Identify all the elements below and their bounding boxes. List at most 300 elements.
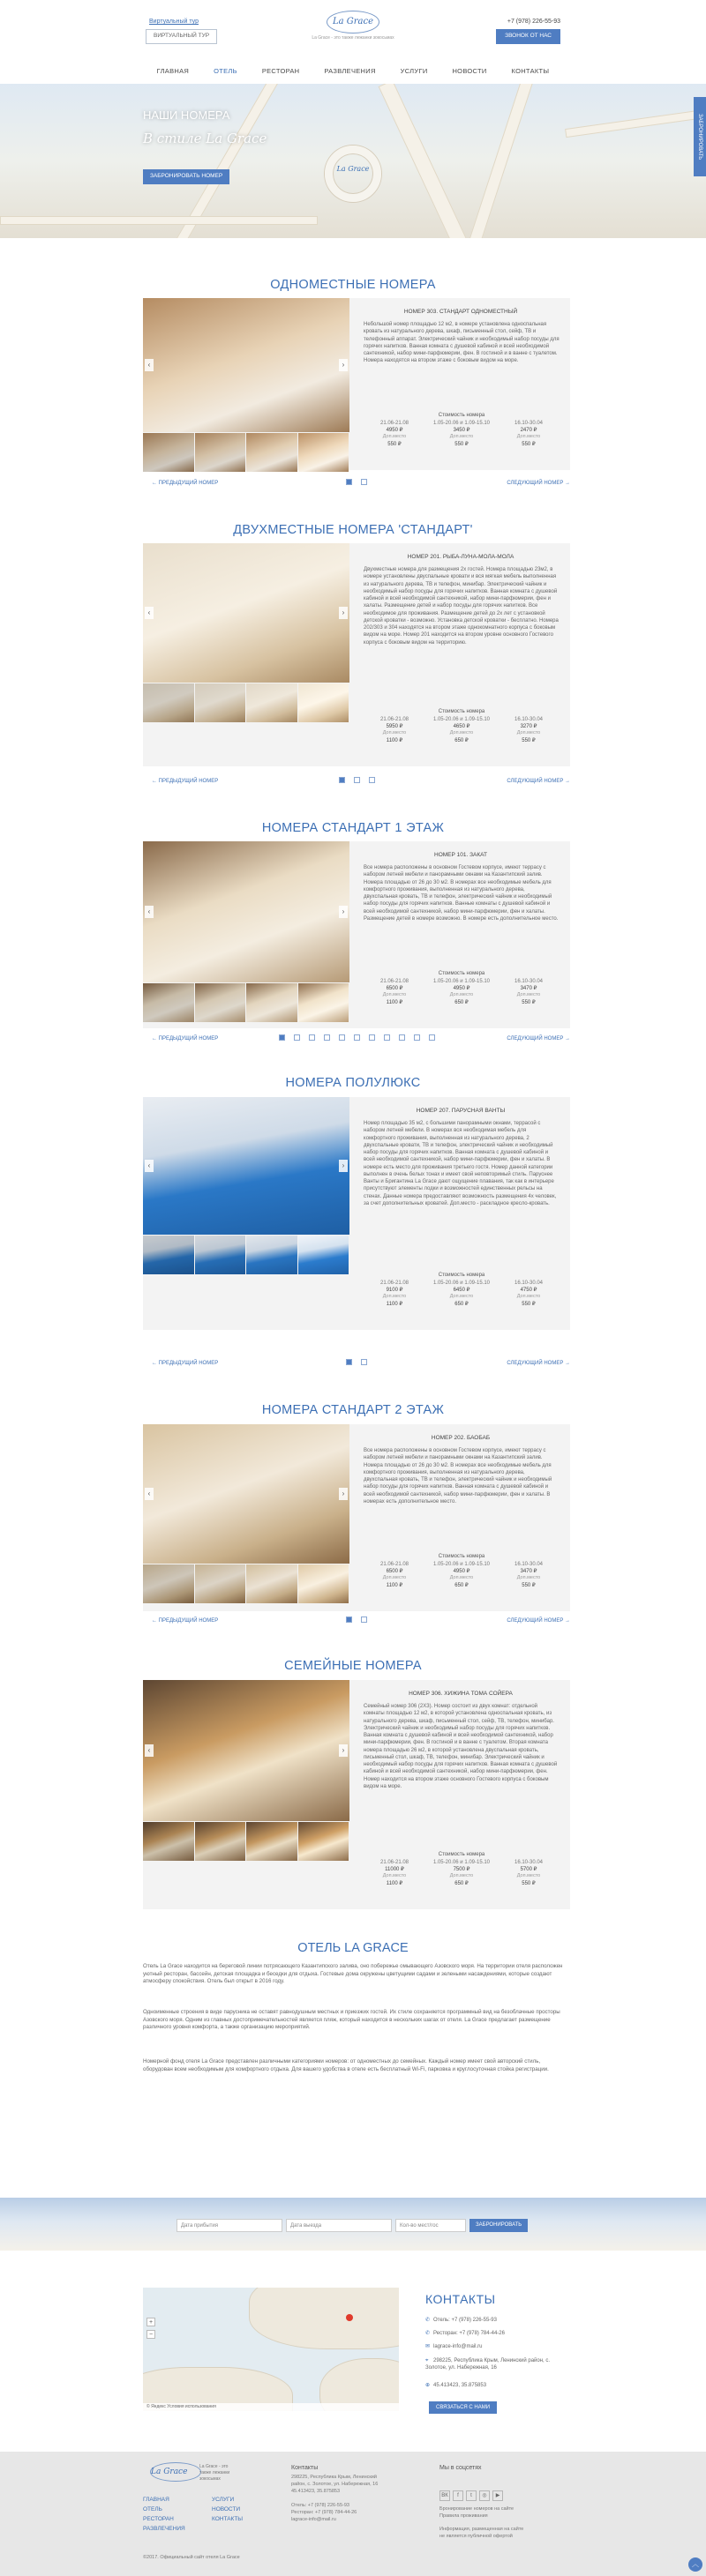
virtual-tour-button[interactable]: ВИРТУАЛЬНЫЙ ТУР <box>146 29 217 44</box>
room-thumbnail[interactable] <box>143 433 194 472</box>
room-thumbnail[interactable] <box>143 1822 194 1861</box>
room-thumbnails <box>143 1822 349 1861</box>
hero-decor-beam <box>0 216 318 225</box>
season-price: 4950 ₽ <box>453 986 470 992</box>
footer-contact-line <box>291 2496 415 2503</box>
pager-dot[interactable] <box>429 1034 435 1041</box>
photo-next-arrow-icon[interactable]: › <box>339 906 348 918</box>
season-price: 2470 ₽ <box>520 428 537 434</box>
price-column <box>364 1859 425 1887</box>
season-dates: 1.05-20.06 и 1.09-15.10 <box>432 1281 491 1286</box>
season-dates: 1.05-20.06 и 1.09-15.10 <box>432 717 491 722</box>
room-thumbnail[interactable] <box>195 1822 246 1861</box>
hero-decor-beam <box>565 109 706 138</box>
contacts-title: КОНТАКТЫ <box>425 2292 496 2306</box>
photo-next-arrow-icon[interactable]: › <box>339 1160 348 1172</box>
price-column <box>431 1859 492 1887</box>
price-column <box>498 420 560 448</box>
season-dates: 21.06-21.08 <box>379 1281 409 1286</box>
room-pager <box>143 1034 570 1044</box>
location-icon: ⌖ <box>425 2358 429 2363</box>
price-heading: Стоимость номера <box>438 1554 485 1559</box>
room-card <box>143 298 570 470</box>
room-thumbnail[interactable] <box>298 1564 349 1603</box>
hero-decor-beam <box>379 84 468 238</box>
nav-item-restaurant[interactable]: РЕСТОРАН <box>261 67 300 75</box>
room-thumbnails <box>143 1564 349 1603</box>
room-thumbnail[interactable] <box>195 983 246 1022</box>
footer-social-head: Мы в соцсетях <box>439 2465 482 2471</box>
footer-contacts-head: Контакты <box>291 2465 319 2471</box>
room-description: Двухместные номера для размещения 2х гостей. Номера площадью 23м2, в номере установлены двуспальные кровати и вся мягкая мебель выполненная из натурального дерева, ТВ и телефон, минибар. Электрический чайник и необходимый набор посуды для горячих напитков. Ванная комната с душевой кабиной и всей необходимой сантехникой, набор мини-парфюмерии, фен и халаты. Размещение детей и набор посуды для горячих напитков. Все необходимое для проживания. Размещение детей до 2х лет с установкой детской кроватки - возможно. Установка детской кроватки - бесплатно. Номера 202/303 и 304 находятся на втором этаже однокомнатного корпуса с боковым видом на море. Номер 201 находится на втором уровне основного Гостевого корпуса с боковым видом на территорию. <box>364 567 559 646</box>
footer-nav-services[interactable]: УСЛУГИ <box>212 2497 235 2503</box>
contact-phone-restaurant-text: Ресторан: +7 (978) 784-44-26 <box>433 2331 505 2336</box>
footer-nav-entertainment[interactable]: РАЗВЛЕЧЕНИЯ <box>143 2526 185 2533</box>
season-dates: 16.10-30.04 <box>514 979 544 984</box>
room-thumbnail[interactable] <box>143 1236 194 1274</box>
mail-icon: ✉ <box>425 2344 431 2349</box>
room-description: Все номера расположены в основном Гостевом корпусе, имеют террасу с набором летней мебели и панорамными окнами на Казантипский залив. Номера площадью от 26 до 30 м2. В номерах все необходимые мебель для комфортного проживания, выполненная из натурального дерева, двухспальная кровать, ТВ и телефон, электрический чайник и необходимый набор посуды для горячих напитков. Ванные комнаты с душевой кабиной и всей необходимой сантехникой, набор мини-парфюмерии, фен и халаты. Размещение детей в номере возможно. В номере есть дополнительное место. <box>364 865 559 922</box>
map-pin-icon[interactable] <box>346 2314 353 2321</box>
main-nav <box>0 67 706 76</box>
room-thumbnail[interactable] <box>246 683 297 722</box>
price-column <box>498 978 560 1006</box>
footer-legal-line[interactable]: Бронирование номеров на сайте <box>439 2506 514 2512</box>
extra-place-price: 550 ₽ <box>522 999 536 1005</box>
photo-prev-arrow-icon[interactable]: ‹ <box>145 1160 154 1172</box>
prev-room-link[interactable]: ← ПРЕДЫДУЩИЙ НОМЕР <box>152 779 219 784</box>
price-column <box>364 716 425 744</box>
booking-submit-button[interactable]: ЗАБРОНИРОВАТЬ <box>469 2219 528 2232</box>
room-thumbnail[interactable] <box>246 1564 297 1603</box>
price-column <box>431 716 492 744</box>
room-pager <box>143 1358 570 1369</box>
price-heading: Стоимость номера <box>438 709 485 714</box>
prev-room-link[interactable]: ← ПРЕДЫДУЩИЙ НОМЕР <box>152 1036 219 1042</box>
photo-prev-arrow-icon[interactable]: ‹ <box>145 1744 154 1757</box>
room-thumbnail[interactable] <box>195 1236 246 1274</box>
room-title: НОМЕР 207. ПАРУСНАЯ ВАНТЫ <box>416 1108 506 1114</box>
footer-contact-line[interactable]: Ресторан: +7 (978) 784-44-26 <box>291 2509 357 2515</box>
about-paragraph: Одноименные строения в виде парусника не оставят равнодушным местных и приезжих гостей. Их стиле сохраняется программный вид на безоблачные просторы Азовского моря. Одним из главных достопримечательностей является пляж, который находится в нескольких шагах от отеля. La Grace предлагает размещение различного уровня комфорта, а также организацию мероприятий. <box>143 2009 560 2031</box>
hero-banner <box>0 84 706 238</box>
phone-icon: ✆ <box>425 2331 431 2336</box>
extra-place-price: 550 ₽ <box>522 1582 536 1588</box>
footer-legal-line: Информация, размещенная на сайте <box>439 2526 524 2532</box>
facebook-icon[interactable]: f <box>453 2490 463 2501</box>
prev-room-link[interactable]: ← ПРЕДЫДУЩИЙ НОМЕР <box>152 481 219 486</box>
room-thumbnail[interactable] <box>195 1564 246 1603</box>
room-photo[interactable] <box>143 841 349 982</box>
extra-place-label: Доп.место <box>516 434 541 440</box>
room-pager <box>143 776 570 787</box>
room-thumbnail[interactable] <box>298 683 349 722</box>
extra-place-price: 1100 ₽ <box>386 1582 403 1588</box>
pager-dot[interactable] <box>354 1034 360 1041</box>
contact-coords <box>425 2382 486 2389</box>
season-price: 6500 ₽ <box>386 1569 403 1575</box>
extra-place-price: 650 ₽ <box>454 737 469 743</box>
contact-address-text: 298225, Республика Крым, Ленинский район, с. Золотое, ул. Набережная, 16 <box>425 2358 551 2371</box>
pager-dot[interactable] <box>369 777 375 783</box>
extra-place-price: 1100 ₽ <box>386 1301 403 1307</box>
price-heading: Стоимость номера <box>438 1852 485 1857</box>
price-column <box>498 1561 560 1589</box>
season-dates: 16.10-30.04 <box>514 1281 544 1286</box>
season-price: 3470 ₽ <box>520 1569 537 1575</box>
photo-next-arrow-icon[interactable]: › <box>339 359 348 371</box>
room-thumbnail[interactable] <box>143 983 194 1022</box>
room-photo[interactable] <box>143 1680 349 1821</box>
season-dates: 21.06-21.08 <box>379 421 409 426</box>
prev-room-link[interactable]: ← ПРЕДЫДУЩИЙ НОМЕР <box>152 1361 219 1366</box>
extra-place-price: 550 ₽ <box>522 441 536 447</box>
extra-place-price: 1100 ₽ <box>386 737 403 743</box>
pager-dot[interactable] <box>339 777 345 783</box>
price-column <box>498 1280 560 1308</box>
season-price: 4950 ₽ <box>386 428 403 434</box>
season-dates: 21.06-21.08 <box>379 717 409 722</box>
price-column <box>364 1280 425 1308</box>
room-thumbnail[interactable] <box>246 983 297 1022</box>
contact-coords-text: 45.413423, 35.875853 <box>433 2383 487 2388</box>
nav-item-services[interactable]: УСЛУГИ <box>400 67 428 75</box>
lifebuoy-logo: La Grace <box>336 165 370 173</box>
extra-place-price: 650 ₽ <box>454 1301 469 1307</box>
footer-legal-line <box>439 2520 563 2527</box>
pager-dot[interactable] <box>414 1034 420 1041</box>
room-title: НОМЕР 306. ХИЖИНА ТОМА СОЙЕРА <box>409 1691 513 1697</box>
room-card <box>143 1097 570 1330</box>
extra-place-label: Доп.место <box>449 1873 474 1879</box>
room-thumbnail[interactable] <box>298 1236 349 1274</box>
room-thumbnail[interactable] <box>298 433 349 472</box>
vk-icon[interactable]: ВК <box>439 2490 450 2501</box>
contact-email-text: lagrace-info@mail.ru <box>433 2344 483 2349</box>
rooms-section-title: ОДНОМЕСТНЫЕ НОМЕРА <box>270 278 436 292</box>
rooms-section-title: СЕМЕЙНЫЕ НОМЕРА <box>284 1659 422 1673</box>
price-column <box>431 1280 492 1308</box>
extra-place-label: Доп.место <box>516 992 541 998</box>
pager-dot[interactable] <box>399 1034 405 1041</box>
room-photo[interactable] <box>143 1424 349 1564</box>
next-room-link[interactable]: СЛЕДУЮЩИЙ НОМЕР → <box>507 779 570 784</box>
pager-dot[interactable] <box>294 1034 300 1041</box>
rooms-section-title: НОМЕРА СТАНДАРТ 2 ЭТАЖ <box>261 1403 445 1417</box>
price-heading: Стоимость номера <box>438 413 485 418</box>
site-header <box>0 0 706 81</box>
youtube-icon[interactable]: ▶ <box>492 2490 503 2501</box>
photo-prev-arrow-icon[interactable]: ‹ <box>145 906 154 918</box>
season-price: 5700 ₽ <box>520 1867 537 1873</box>
contact-us-button[interactable]: СВЯЗАТЬСЯ С НАМИ <box>429 2401 497 2414</box>
extra-place-label: Доп.место <box>382 730 407 736</box>
callback-button[interactable]: ЗВОНОК ОТ НАС <box>496 29 560 44</box>
season-dates: 16.10-30.04 <box>514 1562 544 1567</box>
room-card <box>143 1680 570 1909</box>
guests-placeholder: Кол-во мест/гос <box>400 2223 439 2229</box>
season-price: 7500 ₽ <box>453 1867 470 1873</box>
photo-next-arrow-icon[interactable]: › <box>339 1744 348 1757</box>
header-phone[interactable]: +7 (978) 226-55-93 <box>507 19 560 25</box>
room-thumbnail[interactable] <box>195 683 246 722</box>
map-zoom-in-button[interactable]: + <box>146 2318 155 2326</box>
next-room-link[interactable]: СЛЕДУЮЩИЙ НОМЕР → <box>507 1361 570 1366</box>
footer-legal-line[interactable]: Правила проживания <box>439 2513 488 2519</box>
extra-place-label: Доп.место <box>382 1575 407 1581</box>
pager-dot[interactable] <box>384 1034 390 1041</box>
virtual-tour-link[interactable]: Виртуальный тур <box>149 19 199 25</box>
season-price: 4750 ₽ <box>520 1288 537 1294</box>
footer-logo[interactable] <box>150 2462 201 2482</box>
price-table <box>364 978 560 1006</box>
extra-place-price: 1100 ₽ <box>386 1880 403 1886</box>
extra-place-price: 550 ₽ <box>522 737 536 743</box>
room-title: НОМЕР 201. РЫБА-ЛУНА-МОЛА-МОЛА <box>407 554 514 560</box>
room-thumbnails <box>143 1236 349 1274</box>
hero-title: НАШИ НОМЕРА <box>143 108 230 122</box>
season-dates: 1.05-20.06 и 1.09-15.10 <box>432 979 491 984</box>
season-price: 6500 ₽ <box>386 986 403 992</box>
photo-prev-arrow-icon[interactable]: ‹ <box>145 359 154 371</box>
booking-strip <box>0 2198 706 2251</box>
season-price: 5950 ₽ <box>386 724 403 730</box>
price-table <box>364 1280 560 1308</box>
footer-contact-line: район, с. Золотое, ул. Набережная, 16 <box>291 2481 379 2487</box>
footer-contacts-block <box>291 2475 415 2524</box>
price-column <box>364 1561 425 1589</box>
room-thumbnail[interactable] <box>143 683 194 722</box>
footer-nav-contacts[interactable]: КОНТАКТЫ <box>212 2516 244 2523</box>
contact-phone-hotel[interactable] <box>425 2317 497 2324</box>
prev-room-link[interactable]: ← ПРЕДЫДУЩИЙ НОМЕР <box>152 1618 219 1624</box>
contact-email[interactable] <box>425 2343 482 2350</box>
about-paragraph: Отель La Grace находится на береговой линии потрясающего Казантипского залива, оно побережье омывающего Азовского моря. На территории отеля расположен уютный ресторан, бассейн, детская площадка и беседки для отдыха. Гостевые дома окружены цветущими садами и зелеными насаждениями, которые создают атмосферу спокойствия. Отель был открыт в 2016 году. <box>143 1963 563 1985</box>
nav-item-home[interactable]: ГЛАВНАЯ <box>156 67 190 75</box>
season-price: 4650 ₽ <box>453 724 470 730</box>
extra-place-label: Доп.место <box>449 730 474 736</box>
map-zoom-out-button[interactable]: − <box>146 2330 155 2339</box>
footer-contact-line: 298225, Республика Крым, Ленинский <box>291 2475 377 2480</box>
footer-nav-home[interactable]: ГЛАВНАЯ <box>143 2497 169 2503</box>
nav-item-contacts[interactable]: КОНТАКТЫ <box>511 67 550 75</box>
footer-nav-news[interactable]: НОВОСТИ <box>212 2506 241 2513</box>
season-dates: 1.05-20.06 и 1.09-15.10 <box>432 1562 491 1567</box>
season-price: 9100 ₽ <box>386 1288 403 1294</box>
season-dates: 21.06-21.08 <box>379 1562 409 1567</box>
arrival-date-input[interactable] <box>176 2219 282 2232</box>
pager-dot[interactable] <box>279 1034 285 1041</box>
logo-tagline: La Grace - это также лежанки зокосьмах <box>312 35 394 41</box>
extra-place-label: Доп.место <box>516 730 541 736</box>
footer-nav-hotel[interactable]: ОТЕЛЬ <box>143 2506 162 2513</box>
pager-dot[interactable] <box>324 1034 330 1041</box>
room-description: Номер площадью 35 м2, с большими панорамными окнами, террасой с набором летней мебели. В номерах вся необходимая мебель для комфортного проживания, выполненная из натурального дерева, 2 двухспальные кровати, ТВ и телефон, электрический чайник и необходимый набор посуды для горячих напитков. Ванная комната с душевой кабиной и всей необходимой сантехникой, набор мини-парфюмерии, фен и халаты. В номере есть место для проживания третьего гостя. Номер данной категории выполнен в очень белых тонах и имеет свой неповторимый стиль. Паруснее Ванты и Бригантина La Grace дают ощущение плавания, так как в интерьере присутствуют элементы лодки и возможностей единственных рельсы на стенах. Данные номера предоставляют возможность размещения 4х человек, за счет дополнительных кроватей. Доп.место - раскладное кресло-кровать. <box>364 1121 557 1206</box>
season-dates: 16.10-30.04 <box>514 717 544 722</box>
extra-place-price: 650 ₽ <box>454 999 469 1005</box>
nav-item-news[interactable]: НОВОСТИ <box>452 67 487 75</box>
price-column <box>498 1859 560 1887</box>
season-dates: 16.10-30.04 <box>514 1860 544 1865</box>
pager-dot[interactable] <box>346 1359 352 1365</box>
extra-place-label: Доп.место <box>382 1873 407 1879</box>
price-column <box>431 978 492 1006</box>
pager-dot[interactable] <box>309 1034 315 1041</box>
price-heading: Стоимость номера <box>438 971 485 976</box>
site-logo[interactable] <box>304 11 402 41</box>
pager-dot[interactable] <box>346 479 352 485</box>
contact-address <box>425 2357 558 2371</box>
pager-dot[interactable] <box>361 479 367 485</box>
rooms-section-title: ДВУХМЕСТНЫЕ НОМЕРА 'СТАНДАРТ' <box>233 523 473 537</box>
site-footer <box>0 2452 706 2576</box>
extra-place-price: 550 ₽ <box>522 1301 536 1307</box>
extra-place-price: 550 ₽ <box>387 441 402 447</box>
footer-legal-line: не является публичной офертой <box>439 2533 513 2539</box>
extra-place-price: 650 ₽ <box>454 1880 469 1886</box>
pager-dot[interactable] <box>369 1034 375 1041</box>
price-column <box>364 978 425 1006</box>
footer-legal-block <box>439 2506 563 2541</box>
room-card <box>143 543 570 766</box>
map-land <box>249 2288 399 2349</box>
extra-place-label: Доп.место <box>449 992 474 998</box>
room-title: НОМЕР 303. СТАНДАРТ ОДНОМЕСТНЫЙ <box>403 309 518 315</box>
room-photo[interactable] <box>143 298 349 432</box>
footer-contact-line: 45.413423, 35.875853 <box>291 2488 341 2494</box>
season-dates: 21.06-21.08 <box>379 1860 409 1865</box>
nav-item-entertainment[interactable]: РАЗВЛЕЧЕНИЯ <box>324 67 376 75</box>
footer-logo-mark: La Grace <box>150 2462 201 2482</box>
season-price: 4950 ₽ <box>453 1569 470 1575</box>
guests-select[interactable] <box>395 2219 466 2232</box>
about-paragraph: Номерной фонд отеля La Grace представлен различными категориями номеров: от одноместных до семейных. Каждый номер имеет свой авторский стиль, оборудован всем необходимым для комфортного отдыха. Для вашего удобства в отеле есть бесплатный Wi-Fi, парковка и круглосуточная стойка регистрации. <box>143 2058 549 2072</box>
season-price: 6450 ₽ <box>453 1288 470 1294</box>
extra-place-label: Доп.место <box>449 1294 474 1300</box>
photo-next-arrow-icon[interactable]: › <box>339 1488 348 1500</box>
season-dates: 16.10-30.04 <box>514 421 544 426</box>
map-footer: © Яндекс Условия использования <box>143 2403 399 2411</box>
price-column <box>364 420 425 448</box>
room-thumbnails <box>143 683 349 722</box>
room-description: Все номера расположены в основном Гостевом корпусе, имеют террасу с набором летней мебели и панорамными окнами на Казантипский залив. Номера площадью от 26 до 30 м2. В номерах все необходимые мебель для комфортного проживания, выполненная из натурального дерева, двухспальная кровать, ТВ и телефон, электрический чайник и необходимый набор посуды для горячих напитков. Ванная комната с душевой кабиной и всей необходимой сантехникой, набор мини-парфюмерии, фен и халаты. В номерах есть дополнительное место. <box>364 1448 552 1505</box>
season-price: 3270 ₽ <box>520 724 537 730</box>
extra-place-label: Доп.место <box>516 1575 541 1581</box>
side-booking-tab[interactable]: ЗАБРОНИРОВАТЬ <box>694 97 706 176</box>
contact-phone-restaurant[interactable] <box>425 2330 505 2337</box>
price-column <box>431 420 492 448</box>
extra-place-label: Доп.место <box>449 434 474 440</box>
book-room-button[interactable]: ЗАБРОНИРОВАТЬ НОМЕР <box>143 169 229 184</box>
hero-subtitle: В стиле La Grace <box>143 131 267 146</box>
footer-contact-line[interactable]: lagrace-info@mail.ru <box>291 2516 336 2522</box>
next-room-link[interactable]: СЛЕДУЮЩИЙ НОМЕР → <box>507 481 570 486</box>
extra-place-price: 650 ₽ <box>454 1582 469 1588</box>
extra-place-price: 550 ₽ <box>522 1880 536 1886</box>
room-card <box>143 1424 570 1611</box>
instagram-icon[interactable]: ◎ <box>479 2490 490 2501</box>
price-heading: Стоимость номера <box>438 1273 485 1278</box>
location-map[interactable] <box>143 2288 399 2411</box>
season-dates: 21.06-21.08 <box>379 979 409 984</box>
extra-place-price: 550 ₽ <box>454 441 469 447</box>
price-table <box>364 420 560 448</box>
copyright: ©2017. Официальный сайт отеля La Grace <box>143 2555 240 2560</box>
coords-icon: ⊕ <box>425 2383 431 2388</box>
pager-dot[interactable] <box>354 777 360 783</box>
photo-prev-arrow-icon[interactable]: ‹ <box>145 1488 154 1500</box>
extra-place-label: Доп.место <box>449 1575 474 1581</box>
nav-item-hotel[interactable]: ОТЕЛЬ <box>214 67 237 75</box>
extra-place-label: Доп.место <box>382 992 407 998</box>
room-thumbnail[interactable] <box>246 1236 297 1274</box>
extra-place-label: Доп.место <box>382 434 407 440</box>
room-thumbnail[interactable] <box>246 433 297 472</box>
footer-tagline: La Grace - это также лежанки зокосьмах <box>199 2464 230 2482</box>
room-title: НОМЕР 101. ЗАКАТ <box>434 852 487 858</box>
price-table <box>364 716 560 744</box>
footer-contact-line[interactable]: Отель: +7 (978) 226-55-93 <box>291 2502 349 2508</box>
scroll-to-top-button[interactable]: ︿ <box>688 2557 702 2572</box>
room-thumbnail[interactable] <box>195 433 246 472</box>
departure-date-placeholder: Дата выезда <box>290 2223 322 2229</box>
room-card <box>143 841 570 1028</box>
price-column <box>498 716 560 744</box>
header-right <box>496 18 560 44</box>
season-price: 3450 ₽ <box>453 428 470 434</box>
room-thumbnail[interactable] <box>246 1822 297 1861</box>
extra-place-label: Доп.место <box>516 1294 541 1300</box>
price-table <box>364 1561 560 1589</box>
arrival-date-placeholder: Дата прибытия <box>181 2223 218 2229</box>
logo-mark: La Grace <box>327 11 379 34</box>
room-thumbnail[interactable] <box>298 983 349 1022</box>
departure-date-input[interactable] <box>286 2219 392 2232</box>
photo-prev-arrow-icon[interactable]: ‹ <box>145 607 154 619</box>
rooms-section-title: НОМЕРА СТАНДАРТ 1 ЭТАЖ <box>261 821 445 835</box>
next-room-link[interactable]: СЛЕДУЮЩИЙ НОМЕР → <box>507 1036 570 1042</box>
photo-next-arrow-icon[interactable]: › <box>339 607 348 619</box>
room-pager <box>143 478 570 489</box>
price-table <box>364 1859 560 1887</box>
room-title: НОМЕР 202. БАОБАБ <box>431 1435 491 1441</box>
room-thumbnails <box>143 983 349 1022</box>
footer-nav-col1 <box>143 2495 185 2534</box>
phone-icon: ✆ <box>425 2318 431 2323</box>
price-column <box>431 1561 492 1589</box>
season-dates: 1.05-20.06 и 1.09-15.10 <box>432 421 491 426</box>
room-thumbnail[interactable] <box>143 1564 194 1603</box>
next-room-link[interactable]: СЛЕДУЮЩИЙ НОМЕР → <box>507 1618 570 1624</box>
header-left <box>146 18 217 44</box>
about-title: ОТЕЛЬ LA GRACE <box>297 1941 409 1955</box>
footer-nav-restaurant[interactable]: РЕСТОРАН <box>143 2516 174 2523</box>
extra-place-label: Доп.место <box>516 1873 541 1879</box>
pager-dot[interactable] <box>346 1617 352 1623</box>
room-photo[interactable] <box>143 1097 349 1235</box>
season-dates: 1.05-20.06 и 1.09-15.10 <box>432 1860 491 1865</box>
pager-dot[interactable] <box>361 1617 367 1623</box>
room-photo[interactable] <box>143 543 349 683</box>
twitter-icon[interactable]: t <box>466 2490 477 2501</box>
social-links <box>439 2490 506 2501</box>
pager-dot[interactable] <box>361 1359 367 1365</box>
room-thumbnail[interactable] <box>298 1822 349 1861</box>
room-thumbnails <box>143 433 349 472</box>
pager-dot[interactable] <box>339 1034 345 1041</box>
season-price: 11000 ₽ <box>385 1867 404 1873</box>
room-description: Семейный номер 306 (2Х3). Номер состоит из двух комнат: отдельной комнаты площадью 12 м2, в которой установлена односпальная кровать, из натурального дерева, шкаф, письменный стол, сейф, ТВ, телефон, минибар. Электрический чайник и необходимый набор посуды для горячих напитков. Ванная комната с душевой кабиной и всей необходимой сантехникой, набор мини-парфюмерии, фен. В гостиной и в ванне с туалетом. Вторая комната номера площадью 26 м2, в которой установлена двуспальная кровать, письменный стол, шкаф, ТВ, телефон, минибар. Электрический чайник и необходимый набор посуды для горячих напитков. Ванная комната с душевой кабиной и всей необходимой сантехникой, набор мини-парфюмерии, фен. Номер находится на втором этаже основного Гостевого корпуса с боковым видом на море. <box>364 1704 558 1789</box>
